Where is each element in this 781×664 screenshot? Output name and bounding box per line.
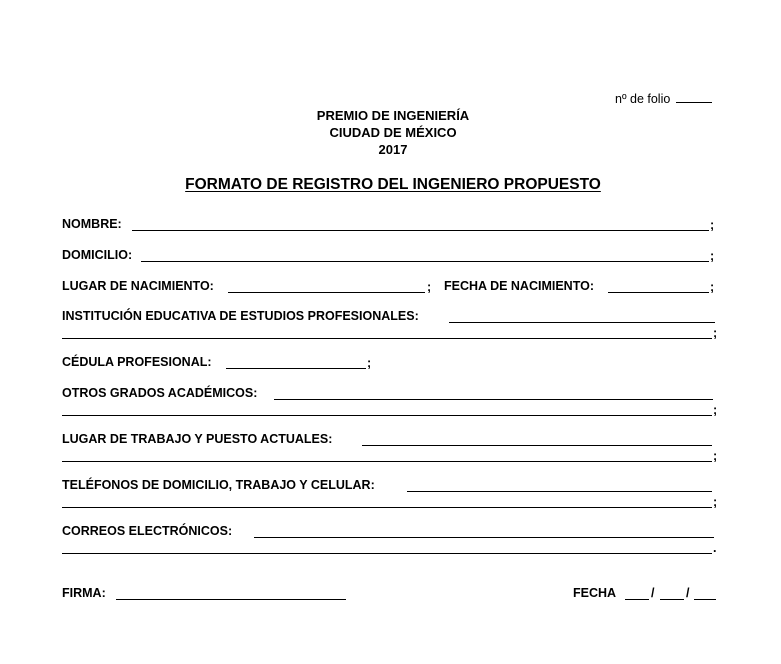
nombre-line[interactable] xyxy=(132,230,709,231)
firma-label: FIRMA: xyxy=(62,586,106,600)
telefonos-line-2[interactable] xyxy=(62,507,712,508)
correos-line-1[interactable] xyxy=(254,537,714,538)
otros-grados-label: OTROS GRADOS ACADÉMICOS: xyxy=(62,386,258,400)
header-line-1: PREMIO DE INGENIERÍA xyxy=(316,108,470,123)
lugar-trabajo-label: LUGAR DE TRABAJO Y PUESTO ACTUALES: xyxy=(62,432,333,446)
cedula-line[interactable] xyxy=(226,368,366,369)
lugar-trabajo-semicolon: ; xyxy=(713,449,718,463)
header-year: 2017 xyxy=(378,142,408,157)
institucion-semicolon: ; xyxy=(713,326,718,340)
correos-label: CORREOS ELECTRÓNICOS: xyxy=(62,524,233,538)
fecha-nacimiento-label: FECHA DE NACIMIENTO: xyxy=(444,279,594,293)
domicilio-semicolon: ; xyxy=(710,249,715,263)
fecha-day-line[interactable] xyxy=(625,599,649,600)
fecha-label: FECHA xyxy=(573,586,617,600)
nombre-semicolon: ; xyxy=(710,218,715,232)
form-title: FORMATO DE REGISTRO DEL INGENIERO PROPUESTO xyxy=(185,176,601,193)
institucion-line-1[interactable] xyxy=(449,322,715,323)
fecha-nacimiento-semicolon: ; xyxy=(710,280,715,294)
domicilio-line[interactable] xyxy=(141,261,709,262)
folio-blank[interactable] xyxy=(676,90,712,103)
institucion-line-2[interactable] xyxy=(62,338,712,339)
lugar-trabajo-line-2[interactable] xyxy=(62,461,712,462)
header-line-2: CIUDAD DE MÉXICO xyxy=(329,125,457,140)
otros-grados-line-1[interactable] xyxy=(274,399,713,400)
lugar-nacimiento-label: LUGAR DE NACIMIENTO: xyxy=(62,279,214,293)
institucion-label: INSTITUCIÓN EDUCATIVA DE ESTUDIOS PROFESIONALES: xyxy=(62,309,419,323)
otros-grados-semicolon: ; xyxy=(713,403,718,417)
lugar-nacimiento-semicolon: ; xyxy=(427,280,432,294)
correos-period: . xyxy=(713,541,717,555)
otros-grados-line-2[interactable] xyxy=(62,415,712,416)
folio-number xyxy=(615,90,712,106)
nombre-label: NOMBRE: xyxy=(62,217,122,231)
lugar-trabajo-line-1[interactable] xyxy=(362,445,712,446)
fecha-year-line[interactable] xyxy=(694,599,716,600)
folio-label: nº de folio xyxy=(615,92,671,106)
domicilio-label: DOMICILIO: xyxy=(62,248,133,262)
telefonos-semicolon: ; xyxy=(713,495,718,509)
cedula-semicolon: ; xyxy=(367,356,372,370)
firma-line[interactable] xyxy=(116,599,346,600)
correos-line-2[interactable] xyxy=(62,553,712,554)
lugar-nacimiento-line[interactable] xyxy=(228,292,425,293)
fecha-nacimiento-line[interactable] xyxy=(608,292,709,293)
telefonos-label: TELÉFONOS DE DOMICILIO, TRABAJO Y CELULAR: xyxy=(62,478,375,492)
fecha-slash-1: / xyxy=(651,586,655,600)
fecha-slash-2: / xyxy=(686,586,690,600)
fecha-month-line[interactable] xyxy=(660,599,684,600)
cedula-label: CÉDULA PROFESIONAL: xyxy=(62,355,212,369)
telefonos-line-1[interactable] xyxy=(407,491,712,492)
